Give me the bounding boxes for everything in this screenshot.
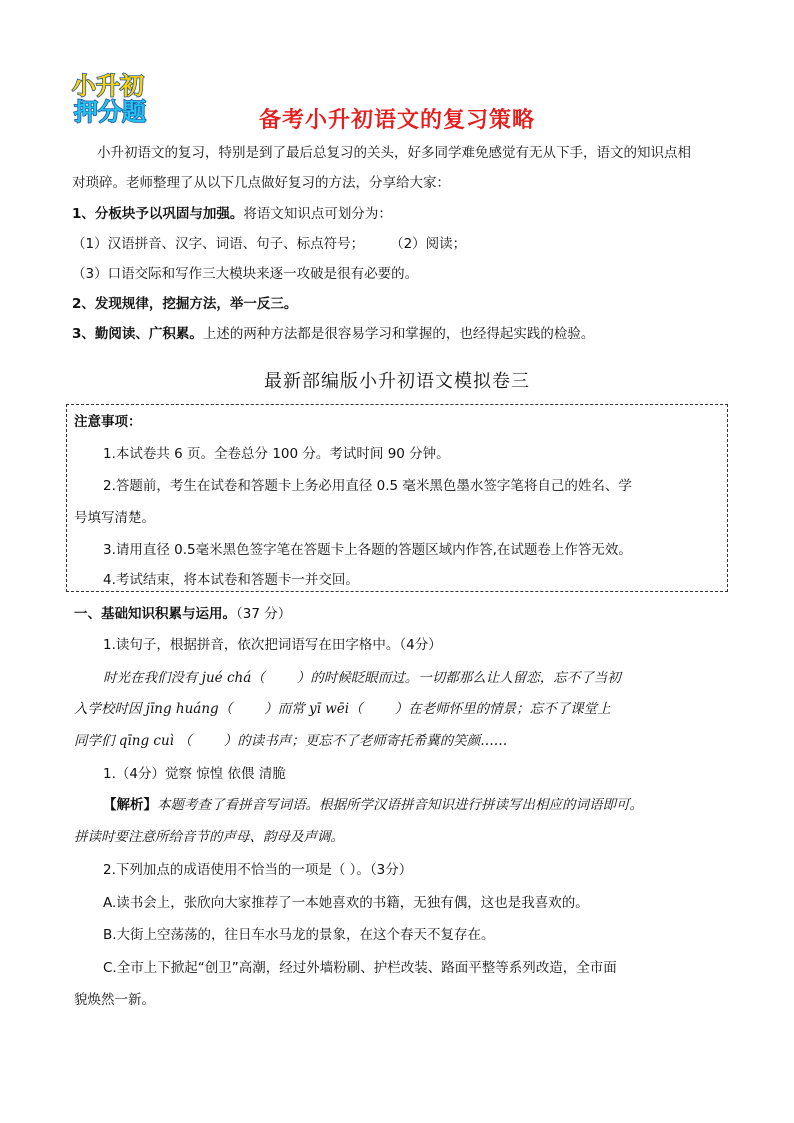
notice-item-3: 3.请用直径 0.5毫米黑色签字笔在答题卡上各题的答题区域内作答,在试题卷上作答无效。 <box>103 542 632 558</box>
strategy-3-rest: 上述的两种方法都是很容易学习和掌握的，也经得起实践的检验。 <box>202 326 595 342</box>
notice-heading: 注意事项： <box>74 414 142 430</box>
question-2-option-c-line-1: C.全市上下掀起“创卫”高潮，经过外墙粉刷、护栏改装、路面平整等系列改造，全市面 <box>103 960 617 976</box>
q1-line2-part-b: ）而常 yī wēi（ <box>264 701 363 717</box>
q1-line3-part-a: 同学们 qīng cuì （ <box>74 733 192 749</box>
notice-item-1: 1.本试卷共 6 页。全卷总分 100 分。考试时间 90 分钟。 <box>103 446 450 462</box>
svg-text:小升初: 小升初 <box>72 72 144 100</box>
question-2-option-a: A.读书会上，张欣向大家推荐了一本她喜欢的书籍，无独有偶，这也是我喜欢的。 <box>103 895 589 911</box>
q1-line2-part-c: ）在老师怀里的情景；忘不了课堂上 <box>394 701 611 717</box>
analysis-tag: 【解析】 <box>103 797 157 813</box>
strategy-1-bold: 1、分板块予以巩固与加强。 <box>72 206 244 222</box>
q1-line3-part-b: ）的读书声；更忘不了老师寄托希冀的笑颜…… <box>223 733 508 749</box>
question-1-text-line-2 <box>74 694 611 724</box>
strategy-1 <box>72 199 392 229</box>
question-2: 2.下列加点的成语使用不恰当的一项是（ ）。（3分） <box>103 862 413 878</box>
page-title: 备考小升初语文的复习策略 <box>258 108 535 133</box>
intro-line-1: 小升初语文的复习，特别是到了最后总复习的关头，好多同学难免感觉有无从下手，语文的知识点相 <box>97 145 691 161</box>
question-2-option-b: B.大街上空荡荡的，往日车水马龙的景象，在这个春天不复存在。 <box>103 927 495 943</box>
strategy-1-items <box>72 229 466 259</box>
q1-line2-part-a: 入学校时因 jīng huáng（ <box>74 701 233 717</box>
analysis-line-1 <box>103 790 643 820</box>
q1-line1-part-a: 时光在我们没有 jué chá（ <box>103 670 265 686</box>
strategy-3-bold: 3、勤阅读、广积累。 <box>72 326 203 342</box>
section-1-score: （37 分） <box>236 606 292 622</box>
strategy-1-rest: 将语文知识点可划分为： <box>243 206 392 222</box>
strategy-2: 2、发现规律，挖掘方法，举一反三。 <box>72 296 298 312</box>
svg-text:押分题: 押分题 <box>74 98 146 126</box>
question-1-text-line-3 <box>74 726 507 756</box>
notice-item-4: 4.考试结束，将本试卷和答题卡一并交回。 <box>103 572 359 588</box>
question-2-option-c-line-2: 貌焕然一新。 <box>74 992 155 1008</box>
strategy-1-item-a: （1）汉语拼音、汉字、词语、句子、标点符号； <box>72 236 365 252</box>
strategy-3 <box>72 319 594 349</box>
answer-1: 1.（4分）觉察 惊惶 依偎 清脆 <box>103 766 286 782</box>
strategy-1-item-c: （3）口语交际和写作三大模块来逐一攻破是很有必要的。 <box>72 266 419 282</box>
question-1: 1.读句子，根据拼音，依次把词语写在田字格中。（4分） <box>103 637 442 653</box>
notice-item-2-line-2: 号填写清楚。 <box>74 510 155 526</box>
intro-line-2: 对琐碎。老师整理了从以下几点做好复习的方法，分享给大家： <box>72 175 450 191</box>
exam-title: 最新部编版小升初语文模拟卷三 <box>264 371 530 392</box>
section-1-heading <box>74 599 291 629</box>
notice-item-2-line-1: 2.答题前，考生在试卷和答题卡上务必用直径 0.5 毫米黑色墨水签字笔将自己的姓名、学 <box>103 478 632 494</box>
question-1-text-line-1 <box>103 663 621 693</box>
q1-line1-part-b: ）的时候眨眼而过。一切都那么让人留恋，忘不了当初 <box>296 670 621 686</box>
section-1-title: 一、基础知识积累与运用。 <box>74 606 236 622</box>
analysis-text: 本题考查了看拼音写词语。根据所学汉语拼音知识进行拼读写出相应的词语即可。 <box>157 797 643 813</box>
strategy-1-item-b: （2）阅读； <box>390 236 467 252</box>
analysis-line-2: 拼读时要注意所给音节的声母、韵母及声调。 <box>74 829 344 845</box>
